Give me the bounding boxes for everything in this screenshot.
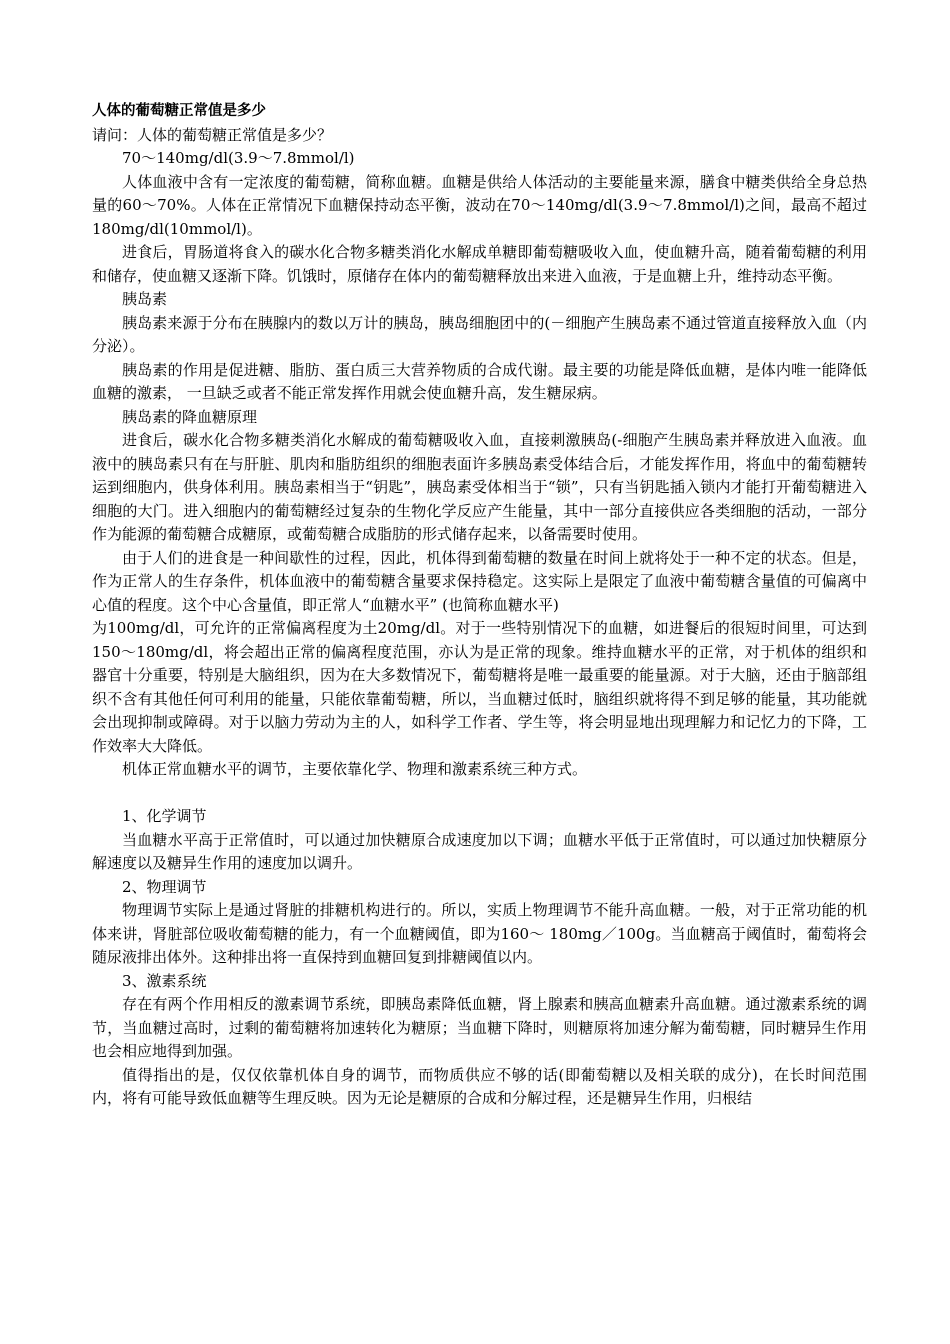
- paragraph-hormone-system: 存在有两个作用相反的激素调节系统，即胰岛素降低血糖，肾上腺素和胰高血糖素升高血糖。通过激素系统的调节，当血糖过高时，过剩的葡萄糖将加速转化为糖原；当血糖下降时，则糖原将加速分解为葡萄糖，同时糖异生作用也会相应地得到加强。: [92, 995, 867, 1060]
- paragraph-insulin-source: 胰岛素来源于分布在胰腺内的数以万计的胰岛，胰岛细胞团中的(－细胞产生胰岛素不通过管道直接释放入血（内分泌）。: [92, 313, 867, 355]
- paragraph-blood-sugar-level-a: 由于人们的进食是一种间歇性的过程，因此，机体得到葡萄糖的数量在时间上就将处于一种不定的状态。但是，作为正常人的生存条件，机体血液中的葡萄糖含量要求保持稳定。这实际上是限定了血液中葡萄糖含量值的可偏离中心值的程度。这个中心含量值，即正常人“血糖水平” (也简称血糖水平): [92, 548, 867, 614]
- document-page: [92, 100, 867, 1111]
- paragraph-insulin-principle: 进食后，碳水化合物多糖类消化水解成的葡萄糖吸收入血，直接刺激胰岛(-细胞产生胰岛素并释放进入血液。血液中的胰岛素只有在与肝脏、肌肉和脂肪组织的细胞表面许多胰岛素受体结合后，才能发挥作用，将血中的葡萄糖转运到细胞内，供身体利用。胰岛素相当于“钥匙”，胰岛素受体相当于“锁”，只有当钥匙插入锁内才能打开葡萄糖进入细胞的大门。进入细胞内的葡萄糖经过复杂的生物化学反应产生能量，其中一部分直接供应各类细胞的活动，一部分作为能源的葡萄糖合成糖原，或葡萄糖合成脂肪的形式储存起来，以备需要时使用。: [92, 431, 867, 543]
- heading-insulin: 胰岛素: [122, 290, 168, 308]
- blank-line: [92, 782, 867, 806]
- paragraph-note: 值得指出的是，仅仅依靠机体自身的调节，而物质供应不够的话(即葡萄糖以及相关联的成分)，在长时间范围内，将有可能导致低血糖等生理反映。因为无论是糖原的合成和分解过程，还是糖异生作用，归根结: [92, 1065, 867, 1107]
- paragraph-after-meal: 进食后，胃肠道将食入的碳水化合物多糖类消化水解成单糖即葡萄糖吸收入血，使血糖升高，随着葡萄糖的利用和储存，使血糖又逐渐下降。饥饿时，原储存在体内的葡萄糖释放出来进入血液，于是血糖上升，维持动态平衡。: [92, 243, 867, 285]
- paragraph-insulin-function: 胰岛素的作用是促进糖、脂肪、蛋白质三大营养物质的合成代谢。最主要的功能是降低血糖，是体内唯一能降低血糖的激素， 一旦缺乏或者不能正常发挥作用就会使血糖升高，发生糖尿病。: [92, 360, 867, 402]
- heading-hormone-system: 3、激素系统: [122, 971, 207, 990]
- paragraph-blood-sugar-level-b: 为100mg/dl，可允许的正常偏离程度为土20mg/dl。对于一些特别情况下的血糖，如进餐后的很短时间里，可达到150～180mg/dl，将会超出正常的偏离程度范围，亦认为是正常的现象。维持血糖水平的正常，对于机体的组织和器官十分重要，特别是大脑组织，因为在大多数情况下，葡萄糖将是唯一最重要的能量源。对于大脑，还由于脑部组织不含有其他任何可利用的能量，只能依靠葡萄糖，所以，当血糖过低时，脑组织就将得不到足够的能量，其功能就会出现抑制或障碍。对于以脑力劳动为主的人，如科学工作者、学生等，将会明显地出现理解力和记忆力的下降，工作效率大大降低。: [92, 619, 867, 755]
- paragraph-chemical-regulation: 当血糖水平高于正常值时，可以通过加快糖原合成速度加以下调；血糖水平低于正常值时，可以通过加快糖原分解速度以及糖异生作用的速度加以调升。: [92, 830, 867, 872]
- heading-physical-regulation: 2、物理调节: [122, 877, 207, 896]
- heading-insulin-principle: 胰岛素的降血糖原理: [122, 407, 258, 426]
- paragraph-blood-sugar: 人体血液中含有一定浓度的葡萄糖，简称血糖。血糖是供给人体活动的主要能量来源，膳食中糖类供给全身总热量的60～70%。人体在正常情况下血糖保持动态平衡，波动在70～140mg/dl(3.9～7.8mmol/l)之间，最高不超过180mg/dl(10mmol/l)。: [92, 172, 867, 238]
- heading-chemical-regulation: 1、化学调节: [122, 807, 207, 825]
- answer-range: 70～140mg/dl(3.9～7.8mmol/l): [122, 149, 355, 167]
- paragraph-physical-regulation: 物理调节实际上是通过肾脏的排糖机构进行的。所以，实质上物理调节不能升高血糖。一般，对于正常功能的机体来讲，肾脏部位吸收葡萄糖的能力，有一个血糖阈值，即为160～ 180mg／100g。当血糖高于阈值时，葡萄将会随尿液排出体外。这种排出将一直保持到血糖回复到排糖阈值以内。: [92, 901, 867, 966]
- question-line: 请问：人体的葡萄糖正常值是多少？: [92, 125, 333, 144]
- document-title: 人体的葡萄糖正常值是多少: [92, 103, 266, 119]
- paragraph-regulation-summary: 机体正常血糖水平的调节，主要依靠化学、物理和激素系统三种方式。: [122, 760, 588, 778]
